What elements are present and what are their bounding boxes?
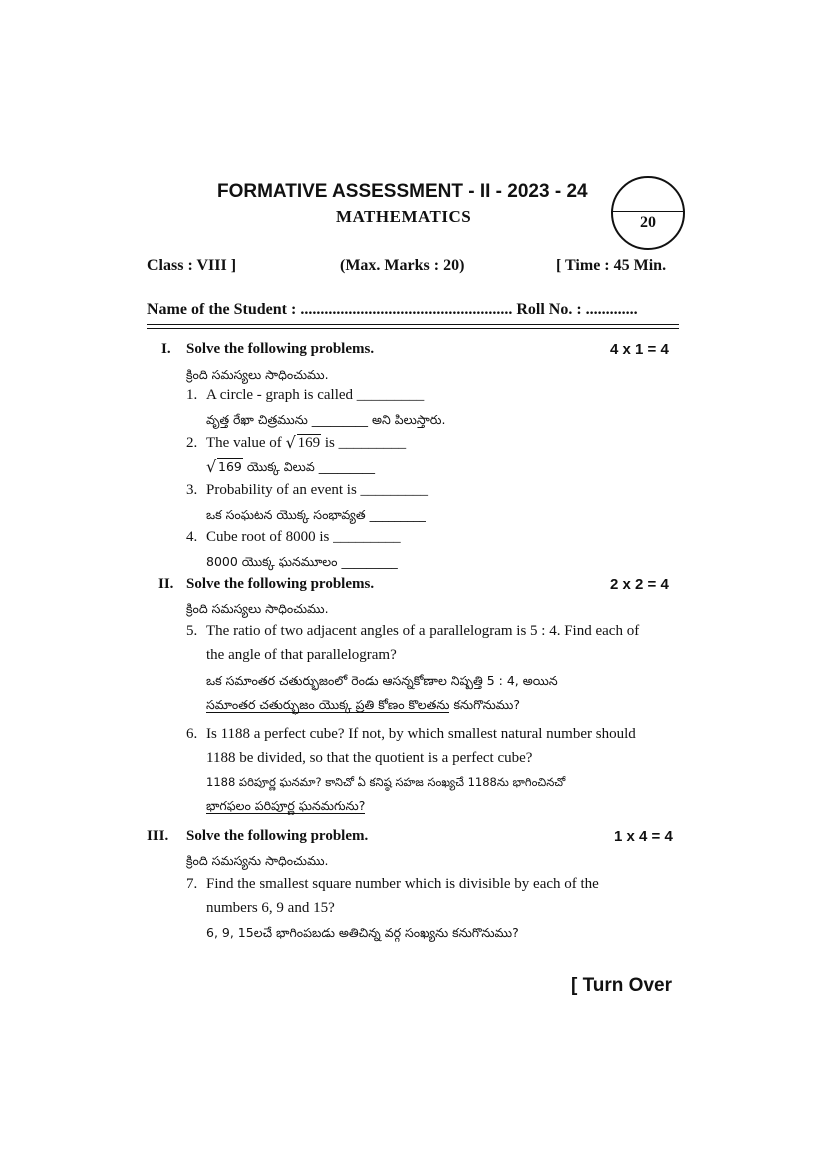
divider-top-1: [147, 324, 679, 325]
section-1-marks: 4 x 1 = 4: [610, 341, 669, 358]
section-1-number: I.: [161, 341, 171, 357]
time-label: [ Time : 45 Min.: [556, 257, 667, 274]
q5-english-line-1: The ratio of two adjacent angles of a parallelogram is 5 : 4. Find each of: [206, 623, 640, 639]
sqrt-icon: √ 169: [206, 457, 242, 476]
section-2-telugu-instruction: క్రింది సమస్యలు సాధించుము.: [186, 601, 329, 616]
q6-telugu-line-2: భాగఫలం పరిపూర్ణ ఘనమగును?: [206, 798, 366, 813]
q5-english-line-2: the angle of that parallelogram?: [206, 647, 397, 663]
q3-english: Probability of an event is _________: [206, 482, 429, 498]
q2-english: The value of √ 169 is _________: [206, 433, 407, 452]
q7-telugu-line-1: 6, 9, 15లచే భాగింపబడు అతిచిన్న వర్గ సంఖ్యను కనుగొనుము?: [206, 925, 519, 940]
q4-number: 4.: [186, 529, 198, 545]
q2-telugu: √ 169 యొక్క విలువ _________: [206, 457, 375, 476]
q5-number: 5.: [186, 623, 198, 639]
section-2-marks: 2 x 2 = 4: [610, 576, 669, 593]
q3-telugu: ఒక సంఘటన యొక్క సంభావ్యత _________: [206, 507, 426, 522]
turn-over-label: [ Turn Over: [571, 975, 672, 996]
q3-number: 3.: [186, 482, 198, 498]
section-2-heading: Solve the following problems.: [186, 576, 375, 592]
section-1-telugu-instruction: క్రింది సమస్యలు సాధించుము.: [186, 367, 329, 382]
q1-english: A circle - graph is called _________: [206, 387, 425, 403]
exam-title: FORMATIVE ASSESSMENT - II - 2023 - 24: [217, 181, 588, 202]
q2-number: 2.: [186, 435, 198, 451]
max-marks-label: (Max. Marks : 20): [340, 257, 465, 274]
q7-number: 7.: [186, 876, 198, 892]
section-3-number: III.: [147, 828, 169, 844]
marks-circle: [611, 176, 685, 250]
class-label: Class : VIII ]: [147, 257, 237, 274]
q6-telugu-line-1: 1188 పరిపూర్ణ ఘనమా? కానిచో ఏ కనిష్ఠ సహజ సంఖ్యచే 1188ను భాగించినచో: [206, 775, 566, 789]
section-2-number: II.: [158, 576, 174, 592]
q7-english-line-1: Find the smallest square number which is divisible by each of the: [206, 876, 599, 892]
section-1-heading: Solve the following problems.: [186, 341, 375, 357]
q6-number: 6.: [186, 726, 198, 742]
q4-telugu: 8000 యొక్క ఘనమూలం _________: [206, 554, 398, 569]
q1-number: 1.: [186, 387, 198, 403]
section-3-marks: 1 x 4 = 4: [614, 828, 673, 845]
q4-english: Cube root of 8000 is _________: [206, 529, 401, 545]
q1-telugu: వృత్త రేఖా చిత్రమును _________ అని పిలుస్తారు.: [206, 412, 446, 427]
q5-telugu-line-1: ఒక సమాంతర చతుర్భుజంలో రెండు ఆసన్నకోణాల నిష్పత్తి 5 : 4, అయిన: [206, 673, 558, 688]
marks-circle-divider: [611, 211, 685, 212]
sqrt-icon: √ 169: [285, 433, 321, 452]
marks-total: 20: [640, 214, 656, 231]
q6-english-line-2: 1188 be divided, so that the quotient is a perfect cube?: [206, 750, 533, 766]
q7-english-line-2: numbers 6, 9 and 15?: [206, 900, 335, 916]
subject-title: MATHEMATICS: [336, 207, 472, 226]
section-3-telugu-instruction: క్రింది సమస్యను సాధించుము.: [186, 853, 329, 868]
student-name-roll-line: Name of the Student : ..................................................... Roll No. : .............: [147, 301, 638, 318]
divider-top-2: [147, 328, 679, 329]
q5-telugu-line-2: సమాంతర చతుర్భుజం యొక్క ప్రతి కోణం కొలతను కనుగొనుము?: [206, 697, 520, 712]
section-3-heading: Solve the following problem.: [186, 828, 369, 844]
q6-english-line-1: Is 1188 a perfect cube? If not, by which smallest natural number should: [206, 726, 636, 742]
